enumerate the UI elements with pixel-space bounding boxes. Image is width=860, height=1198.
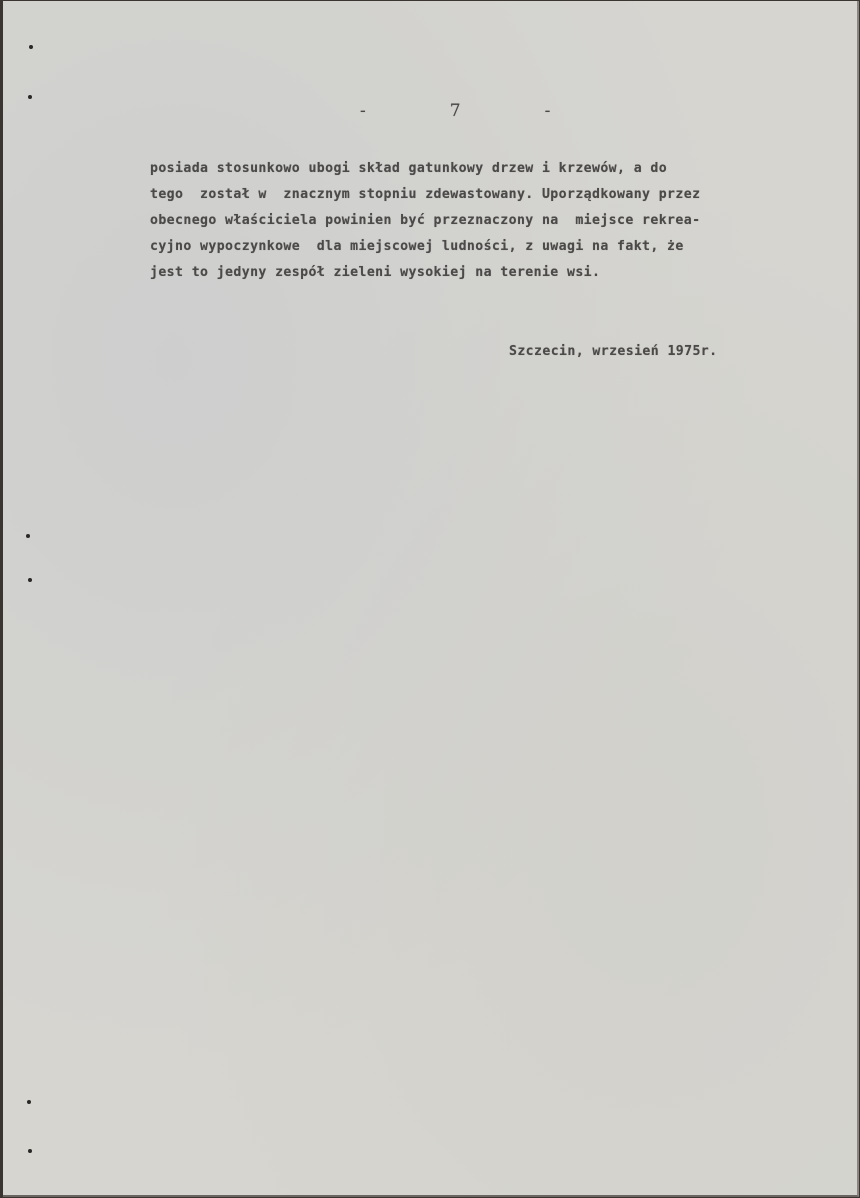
punch-mark (28, 95, 32, 99)
punch-mark (28, 1149, 32, 1153)
body-line-2: tego został w znacznym stopniu zdewastowany. Uporządkowany przez (150, 187, 701, 202)
body-line-4: cyjno wypoczynkowe dla miejscowej ludności, z uwagi na fakt, że (150, 239, 684, 254)
body-line-1: posiada stosunkowo ubogi skład gatunkowy drzew i krzewów, a do (150, 161, 668, 176)
punch-mark (26, 534, 30, 538)
body-line-5: jest to jedyny zespół zieleni wysokiej na terenie wsi. (150, 265, 601, 280)
punch-mark (27, 1100, 31, 1104)
place-date-signature: Szczecin, wrzesień 1975r. (509, 344, 718, 359)
document-page (3, 1, 859, 1197)
page-number: - 7 - (360, 101, 551, 121)
punch-mark (28, 578, 32, 582)
body-line-3: obecnego właściciela powinien być przeznaczony na miejsce rekrea- (150, 213, 701, 228)
punch-mark (29, 45, 33, 49)
